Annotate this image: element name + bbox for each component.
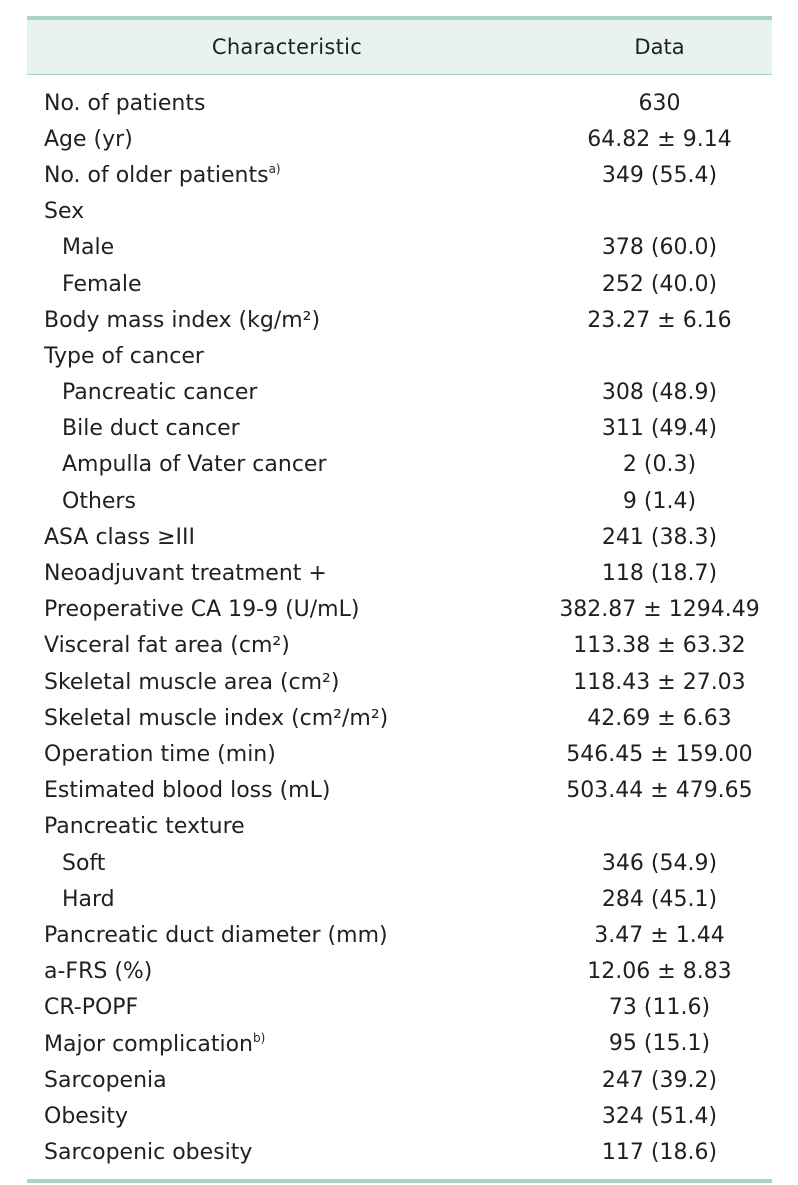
- row-value: 349 (55.4): [601, 162, 718, 188]
- row-value: 630: [638, 90, 681, 116]
- row-value: 382.87 ± 1294.49: [559, 597, 760, 623]
- table-row: [27, 773, 772, 809]
- table-row: [27, 736, 772, 772]
- row-label-text: Skeletal muscle area (cm²): [44, 669, 340, 695]
- table-bottom-rule: [27, 1179, 772, 1183]
- row-label-text: Male: [62, 235, 115, 261]
- row-label: [27, 91, 547, 116]
- table-row: [27, 85, 772, 121]
- row-value: 9 (1.4): [622, 488, 697, 514]
- row-label: [27, 851, 547, 876]
- row-label-text: Hard: [62, 886, 115, 912]
- table-row: [27, 447, 772, 483]
- row-label: [27, 162, 547, 188]
- table-row: [27, 917, 772, 953]
- row-label: [27, 272, 547, 297]
- table-row: [27, 1134, 772, 1170]
- row-label: [27, 887, 547, 912]
- row-footnote-marker: b): [252, 1030, 266, 1045]
- table-row: [27, 483, 772, 519]
- row-label: [27, 1140, 547, 1165]
- row-value: 95 (15.1): [608, 1031, 711, 1057]
- row-value: 378 (60.0): [601, 235, 718, 261]
- row-value: 117 (18.6): [601, 1140, 718, 1166]
- row-label: [27, 561, 547, 586]
- row-value: 2 (0.3): [622, 452, 697, 478]
- table-row: [27, 1026, 772, 1062]
- table-row: [27, 302, 772, 338]
- row-label-text: Bile duct cancer: [62, 416, 240, 442]
- row-label: [27, 380, 547, 405]
- table-row: [27, 194, 772, 230]
- table-body: [27, 75, 772, 1171]
- row-label-text: Soft: [62, 850, 106, 876]
- row-label-text: Ampulla of Vater cancer: [62, 452, 327, 478]
- table-row: [27, 157, 772, 193]
- row-label: [27, 416, 547, 441]
- row-label-text: Body mass index (kg/m²): [44, 307, 321, 333]
- table-row: [27, 266, 772, 302]
- row-value: 23.27 ± 6.16: [587, 307, 732, 333]
- table-row: [27, 700, 772, 736]
- table-row: [27, 519, 772, 555]
- table-row: [27, 628, 772, 664]
- table-row: [27, 664, 772, 700]
- row-label-text: Visceral fat area (cm²): [44, 633, 290, 659]
- row-label-text: Sex: [44, 199, 85, 225]
- row-label-text: Major complication: [44, 1031, 253, 1057]
- row-value: 3.47 ± 1.44: [594, 922, 725, 948]
- table-row: [27, 845, 772, 881]
- row-label: [27, 199, 547, 224]
- row-value: 308 (48.9): [601, 380, 718, 406]
- table-row: [27, 990, 772, 1026]
- row-label-text: Sarcopenic obesity: [44, 1140, 253, 1166]
- row-label: [27, 995, 547, 1020]
- characteristics-table: [27, 16, 772, 1183]
- row-value: 113.38 ± 63.32: [573, 633, 746, 659]
- table-header: [27, 20, 772, 75]
- row-label-text: Type of cancer: [44, 343, 204, 369]
- table-row: [27, 1062, 772, 1098]
- row-label: [27, 308, 547, 333]
- table-row: [27, 375, 772, 411]
- table-row: [27, 338, 772, 374]
- row-label: [27, 959, 547, 984]
- row-value: 42.69 ± 6.63: [587, 705, 732, 731]
- row-label-text: Female: [62, 271, 142, 297]
- row-value: 73 (11.6): [608, 995, 711, 1021]
- row-label-text: Pancreatic cancer: [62, 380, 258, 406]
- row-label-text: Neoadjuvant treatment +: [44, 561, 327, 587]
- row-label: [27, 923, 547, 948]
- row-label: [27, 452, 547, 477]
- table-row: [27, 592, 772, 628]
- row-label-text: ASA class ≥III: [44, 524, 195, 550]
- row-label-text: Skeletal muscle index (cm²/m²): [44, 705, 389, 731]
- row-label: [27, 778, 547, 803]
- row-value: 503.44 ± 479.65: [566, 778, 753, 804]
- table-row: [27, 411, 772, 447]
- table-row: [27, 809, 772, 845]
- header-data: Data: [634, 35, 685, 59]
- row-label-text: Pancreatic duct diameter (mm): [44, 922, 388, 948]
- row-footnote-marker: a): [268, 162, 281, 177]
- row-label: [27, 706, 547, 731]
- row-value: 118 (18.7): [601, 561, 718, 587]
- row-label: [27, 597, 547, 622]
- row-value: 284 (45.1): [601, 886, 718, 912]
- row-label-text: Sarcopenia: [44, 1067, 167, 1093]
- row-label: [27, 670, 547, 695]
- row-label: [27, 525, 547, 550]
- table-row: [27, 230, 772, 266]
- row-label-text: No. of patients: [44, 90, 206, 116]
- table-row: [27, 121, 772, 157]
- row-label-text: Pancreatic texture: [44, 814, 245, 840]
- row-label-text: No. of older patients: [44, 163, 269, 189]
- row-label: [27, 814, 547, 839]
- row-label: [27, 344, 547, 369]
- table-row: [27, 881, 772, 917]
- row-value: 64.82 ± 9.14: [587, 126, 732, 152]
- table-row: [27, 954, 772, 990]
- row-label-text: CR-POPF: [44, 995, 139, 1021]
- row-value: 12.06 ± 8.83: [587, 959, 732, 985]
- header-characteristic: Characteristic: [211, 35, 363, 59]
- row-value: 247 (39.2): [601, 1067, 718, 1093]
- row-label-text: Age (yr): [44, 126, 133, 152]
- row-value: 118.43 ± 27.03: [573, 669, 746, 695]
- row-label: [27, 742, 547, 767]
- row-value: 252 (40.0): [601, 271, 718, 297]
- row-label: [27, 235, 547, 260]
- row-label-text: Others: [62, 488, 136, 514]
- row-value: 346 (54.9): [601, 850, 718, 876]
- row-label-text: Preoperative CA 19-9 (U/mL): [44, 597, 360, 623]
- row-label: [27, 1068, 547, 1093]
- row-label-text: Obesity: [44, 1103, 129, 1129]
- row-label-text: Operation time (min): [44, 741, 276, 767]
- row-label: [27, 127, 547, 152]
- row-value: 241 (38.3): [601, 524, 718, 550]
- row-label-text: Estimated blood loss (mL): [44, 778, 331, 804]
- table-row: [27, 1098, 772, 1134]
- table-row: [27, 555, 772, 591]
- row-label: [27, 633, 547, 658]
- row-label-text: a-FRS (%): [44, 959, 153, 985]
- row-value: 311 (49.4): [601, 416, 718, 442]
- row-label: [27, 1104, 547, 1129]
- row-label: [27, 489, 547, 514]
- row-value: 546.45 ± 159.00: [566, 741, 753, 767]
- row-value: 324 (51.4): [601, 1103, 718, 1129]
- row-label: [27, 1031, 547, 1057]
